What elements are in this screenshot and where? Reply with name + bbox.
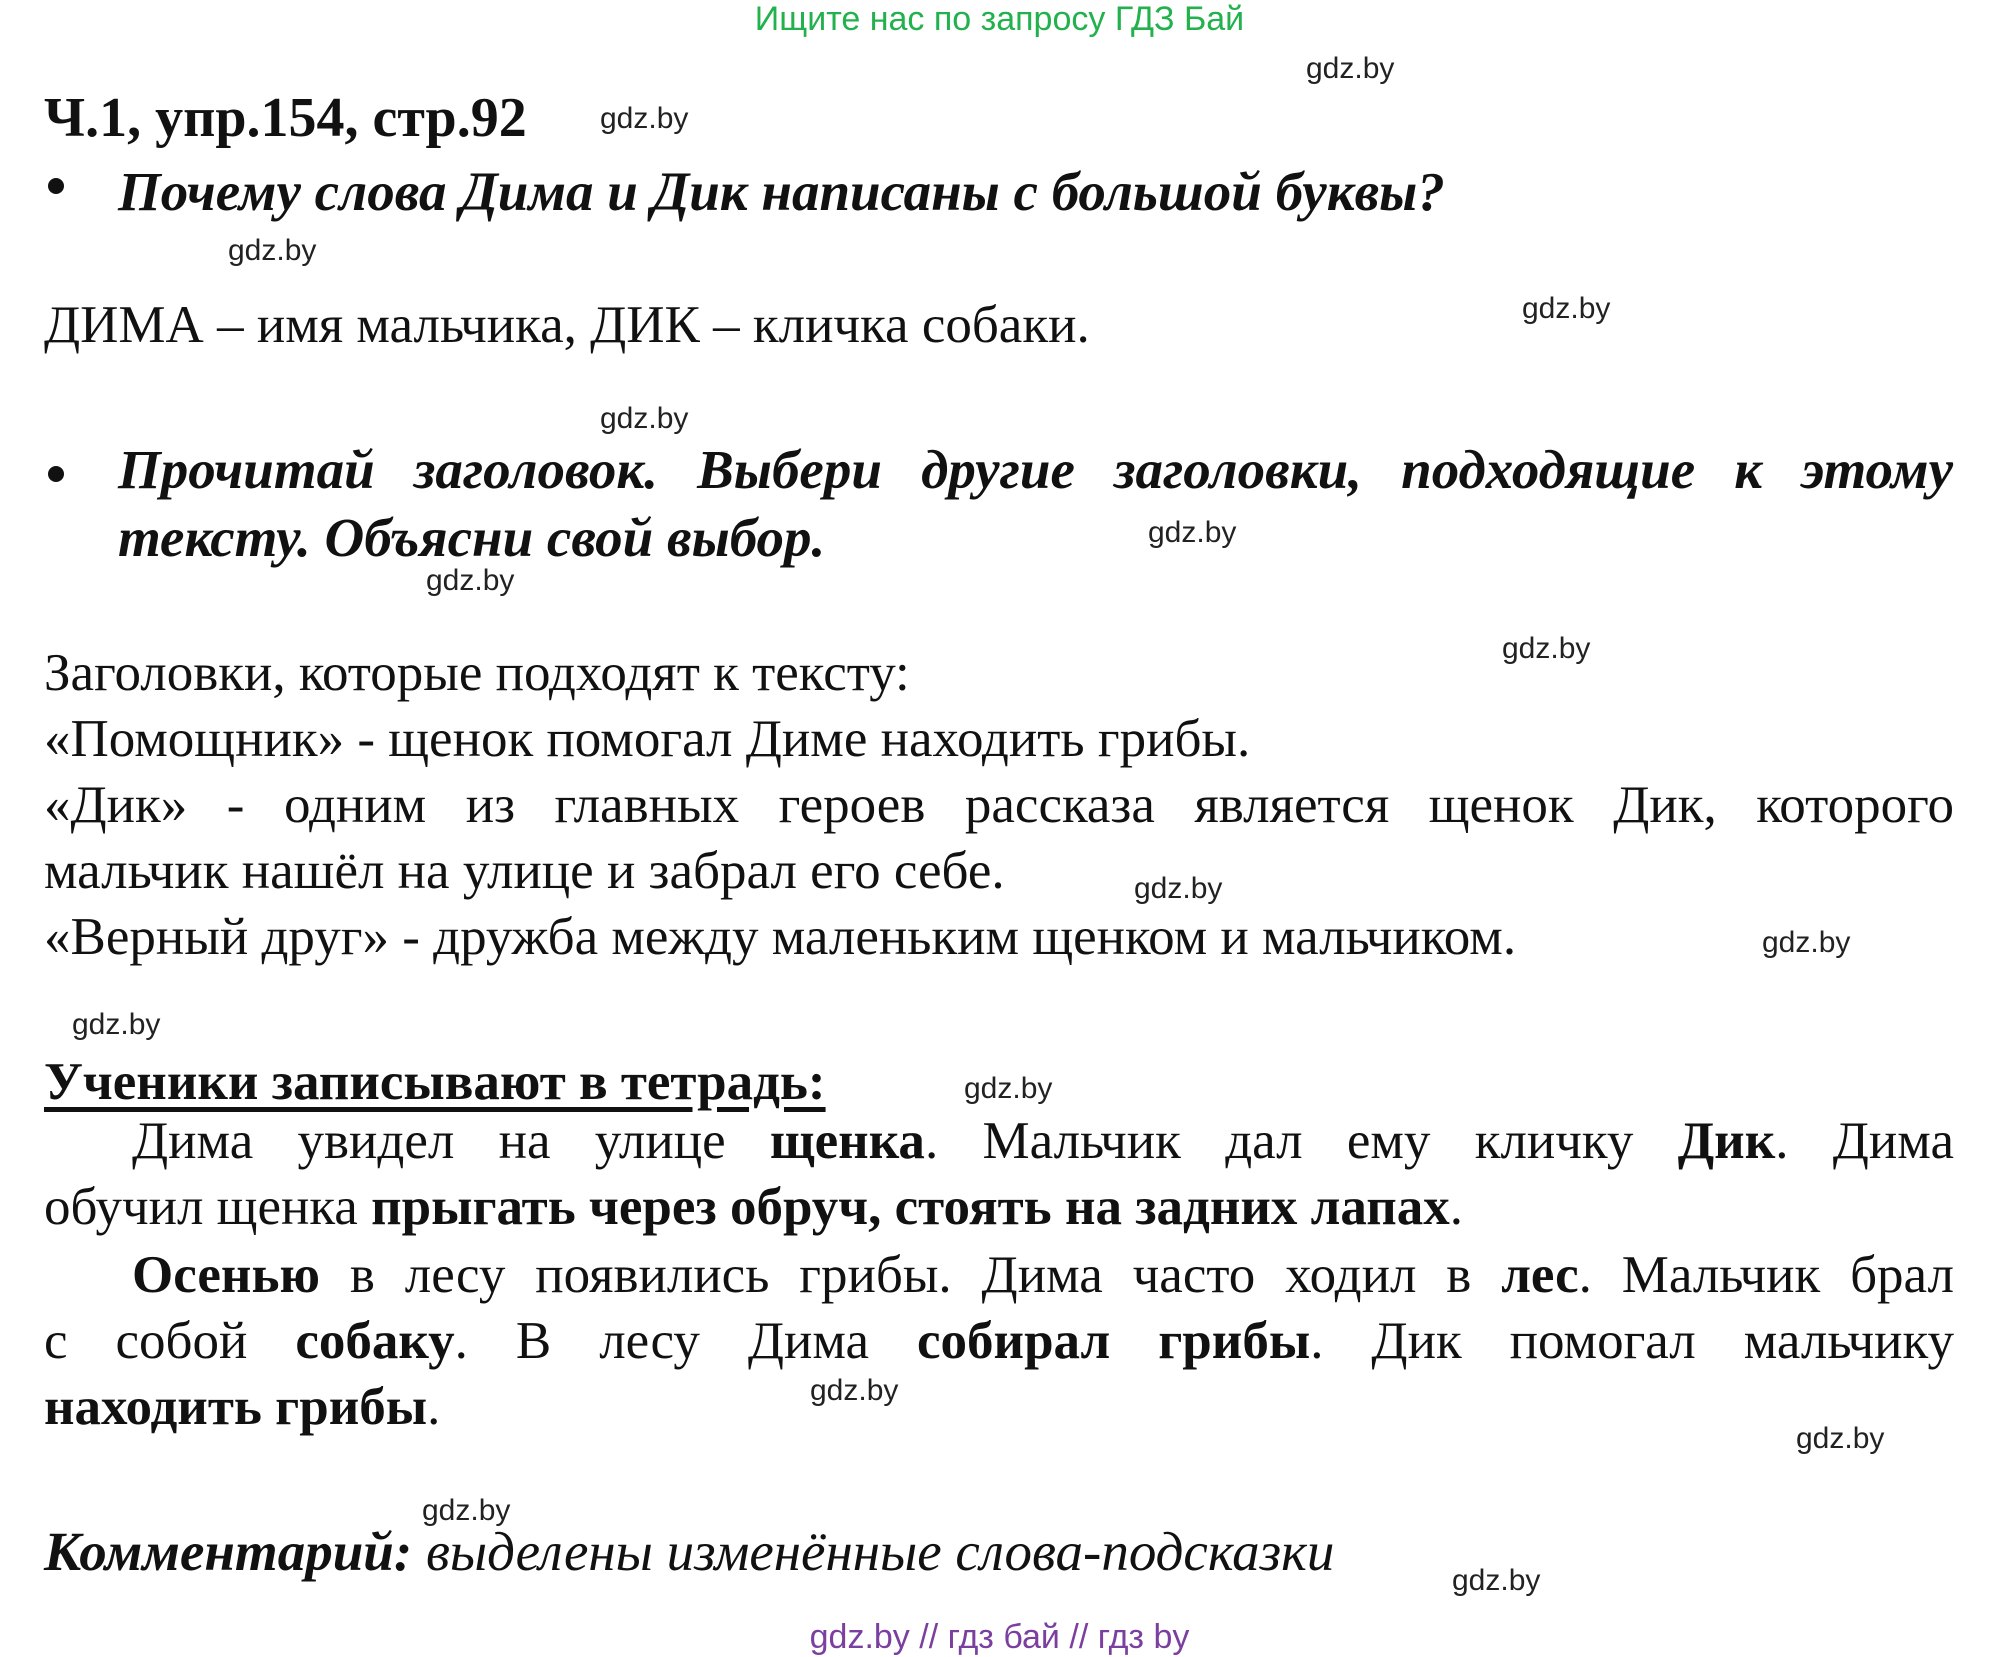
bullet-1 xyxy=(48,178,64,194)
question-1: Почему слова Дима и Дик написаны с большой буквы? xyxy=(118,161,1445,222)
comment xyxy=(44,1520,1334,1583)
question-2-line-1: Прочитай заголовок. Выбери другие заголовки, подходящие к этому xyxy=(118,439,1953,500)
paragraph-1-line-2: обучил щенка прыгать через обруч, стоять на задних лапах. xyxy=(44,1178,1464,1236)
paragraph-2-line-1: Осенью в лесу появились грибы. Дима часто ходил в лес. Мальчик брал xyxy=(132,1246,1954,1304)
watermark: gdz.by xyxy=(1502,632,1591,665)
watermark: gdz.by xyxy=(964,1072,1053,1105)
paragraph-1-line-1: Дима увидел на улице щенка. Мальчик дал ему кличку Дик. Дима xyxy=(132,1112,1954,1170)
watermark: gdz.by xyxy=(228,234,317,267)
watermark: gdz.by xyxy=(1452,1564,1541,1597)
watermark: gdz.by xyxy=(1796,1422,1885,1455)
watermark: gdz.by xyxy=(600,102,689,135)
titles-intro: Заголовки, которые подходят к тексту: xyxy=(44,644,910,702)
watermark: gdz.by xyxy=(422,1494,511,1527)
title-item-1: «Помощник» - щенок помогал Диме находить грибы. xyxy=(44,710,1251,768)
title-item-2-line-1: «Дик» - одним из главных героев рассказа является щенок Дик, которого xyxy=(44,776,1954,834)
watermark: gdz.by xyxy=(1134,872,1223,905)
watermark: gdz.by xyxy=(1148,516,1237,549)
page-title: Ч.1, упр.154, стр.92 xyxy=(44,87,527,149)
question-2-line-2: тексту. Объясни свой выбор. xyxy=(118,507,826,568)
watermark: gdz.by xyxy=(600,402,689,435)
watermark: gdz.by xyxy=(72,1008,161,1041)
watermark: gdz.by xyxy=(1306,52,1395,85)
title-item-2-line-2: мальчик нашёл на улице и забрал его себе. xyxy=(44,842,1005,900)
bullet-2 xyxy=(48,466,64,482)
footer-links: gdz.by // гдз бай // гдз by xyxy=(809,1618,1190,1656)
watermark: gdz.by xyxy=(1762,926,1851,959)
notebook-header: Ученики записывают в тетрадь: xyxy=(44,1053,826,1111)
paragraph-2-line-2: с собой собаку. В лесу Дима собирал грибы. Дик помогал мальчику xyxy=(44,1312,1954,1370)
watermark: gdz.by xyxy=(426,564,515,597)
watermark: gdz.by xyxy=(1522,292,1611,325)
comment-label: Комментарий: xyxy=(44,1521,413,1582)
comment-text: выделены изменённые слова-подсказки xyxy=(412,1521,1335,1582)
watermark: gdz.by xyxy=(810,1374,899,1407)
top-banner: Ищите нас по запросу ГДЗ Бай xyxy=(754,0,1245,38)
paragraph-2-line-3: находить грибы. xyxy=(44,1378,441,1436)
answer-1: ДИМА – имя мальчика, ДИК – кличка собаки. xyxy=(44,296,1090,354)
title-item-3: «Верный друг» - дружба между маленьким щенком и мальчиком. xyxy=(44,908,1517,966)
